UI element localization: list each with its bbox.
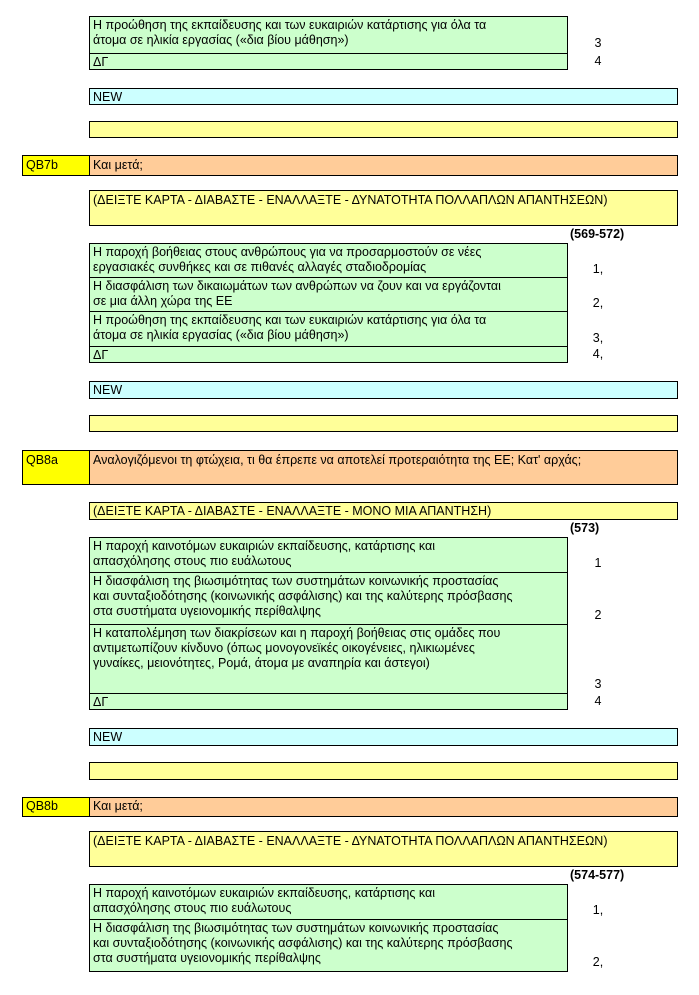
answer-code: 3, [592, 331, 604, 345]
answer-row [89, 243, 568, 278]
answer-row-dk [89, 693, 568, 710]
empty-note-box [89, 415, 678, 432]
new-label: NEW [89, 88, 678, 105]
answer-text: Η παροχή βοήθειας στους ανθρώπους για να προσαρμοστούν σε νέες [93, 245, 482, 259]
answer-text: άτομα σε ηλικία εργασίας («δια βίου μάθηση») [93, 33, 349, 47]
instruction-box: (ΔΕΙΞΤΕ ΚΑΡΤΑ - ΔΙΑΒΑΣΤΕ - ΕΝΑΛΛΑΞΤΕ - ΜΟΝΟ ΜΙΑ ΑΠΑΝΤΗΣΗ) [89, 502, 678, 520]
question-id: QB8b [22, 797, 90, 817]
answer-code: 4, [592, 347, 604, 361]
question-text: Αναλογιζόμενοι τη φτώχεια, τι θα έπρεπε να αποτελεί προτεραιότητα της ΕΕ; Κατ' αρχάς; [89, 450, 678, 485]
answer-code: 1 [594, 556, 602, 570]
answer-row-dk [89, 53, 568, 70]
answer-row [89, 572, 568, 625]
answer-text: αντιμετωπίζουν κίνδυνο (όπως μονογονεϊκές οικογένειες, ηλικιωμένες [93, 641, 475, 655]
answer-row [89, 624, 568, 694]
instruction-box: (ΔΕΙΞΤΕ ΚΑΡΤΑ - ΔΙΑΒΑΣΤΕ - ΕΝΑΛΛΑΞΤΕ - ΔΥΝΑΤΟΤΗΤΑ ΠΟΛΛΑΠΛΩΝ ΑΠΑΝΤΗΣΕΩΝ) [89, 190, 678, 226]
answer-row [89, 884, 568, 920]
answer-text: Η διασφάλιση της βιωσιμότητας των συστημάτων κοινωνικής προστασίας [93, 574, 499, 588]
answer-code: 3 [594, 677, 602, 691]
answer-text: ΔΓ [93, 695, 109, 709]
question-id: QB7b [22, 155, 90, 176]
answer-text: Η διασφάλιση της βιωσιμότητας των συστημάτων κοινωνικής προστασίας [93, 921, 499, 935]
answer-text: απασχόλησης στους πιο ευάλωτους [93, 554, 292, 568]
answer-text: γυναίκες, μειονότητες, Ρομά, άτομα με αναπηρία και άστεγοι) [93, 656, 430, 670]
answer-code: 2, [592, 955, 604, 969]
new-label: NEW [89, 728, 678, 746]
answer-text: ΔΓ [93, 348, 109, 362]
variable-range: (574-577) [570, 868, 625, 882]
question-text: Και μετά; [89, 155, 678, 176]
answer-code: 1, [592, 903, 604, 917]
answer-code: 2 [594, 608, 602, 622]
question-id: QB8a [22, 450, 90, 485]
answer-code: 2, [592, 296, 604, 310]
answer-code: 4 [594, 694, 602, 708]
answer-row [89, 16, 568, 54]
answer-text: Η καταπολέμηση των διακρίσεων και η παροχή βοήθειας στις ομάδες που [93, 626, 501, 640]
answer-code: 3 [594, 36, 602, 50]
new-label: NEW [89, 381, 678, 399]
answer-text: Η προώθηση της εκπαίδευσης και των ευκαιριών κατάρτισης για όλα τα [93, 313, 487, 327]
question-text: Και μετά; [89, 797, 678, 817]
variable-range: (569-572) [570, 227, 625, 241]
answer-code: 4 [594, 54, 602, 68]
answer-row [89, 919, 568, 972]
answer-text: και συνταξιοδότησης (κοινωνικής ασφάλισης) και της καλύτερης πρόσβασης [93, 936, 513, 950]
answer-text: και συνταξιοδότησης (κοινωνικής ασφάλισης) και της καλύτερης πρόσβασης [93, 589, 513, 603]
answer-text: Η παροχή καινοτόμων ευκαιριών εκπαίδευσης, κατάρτισης και [93, 886, 435, 900]
empty-note-box [89, 121, 678, 138]
empty-note-box [89, 762, 678, 780]
answer-row-dk [89, 346, 568, 363]
answer-text: ΔΓ [93, 55, 109, 69]
answer-text: εργασιακές συνθήκες και σε πιθανές αλλαγές σταδιοδρομίας [93, 260, 427, 274]
instruction-box: (ΔΕΙΞΤΕ ΚΑΡΤΑ - ΔΙΑΒΑΣΤΕ - ΕΝΑΛΛΑΞΤΕ - ΔΥΝΑΤΟΤΗΤΑ ΠΟΛΛΑΠΛΩΝ ΑΠΑΝΤΗΣΕΩΝ) [89, 831, 678, 867]
answer-text: Η προώθηση της εκπαίδευσης και των ευκαιριών κατάρτισης για όλα τα [93, 18, 487, 32]
answer-row [89, 537, 568, 573]
answer-row [89, 311, 568, 347]
answer-text: στα συστήματα υγειονομικής περίθαλψης [93, 604, 321, 618]
answer-text: άτομα σε ηλικία εργασίας («δια βίου μάθηση») [93, 328, 349, 342]
answer-text: απασχόλησης στους πιο ευάλωτους [93, 901, 292, 915]
answer-text: Η παροχή καινοτόμων ευκαιριών εκπαίδευσης, κατάρτισης και [93, 539, 435, 553]
answer-row [89, 277, 568, 312]
answer-text: στα συστήματα υγειονομικής περίθαλψης [93, 951, 321, 965]
answer-code: 1, [592, 262, 604, 276]
answer-text: σε μια άλλη χώρα της ΕΕ [93, 294, 233, 308]
answer-text: Η διασφάλιση των δικαιωμάτων των ανθρώπων να ζουν και να εργάζονται [93, 279, 501, 293]
variable-range: (573) [570, 521, 600, 535]
